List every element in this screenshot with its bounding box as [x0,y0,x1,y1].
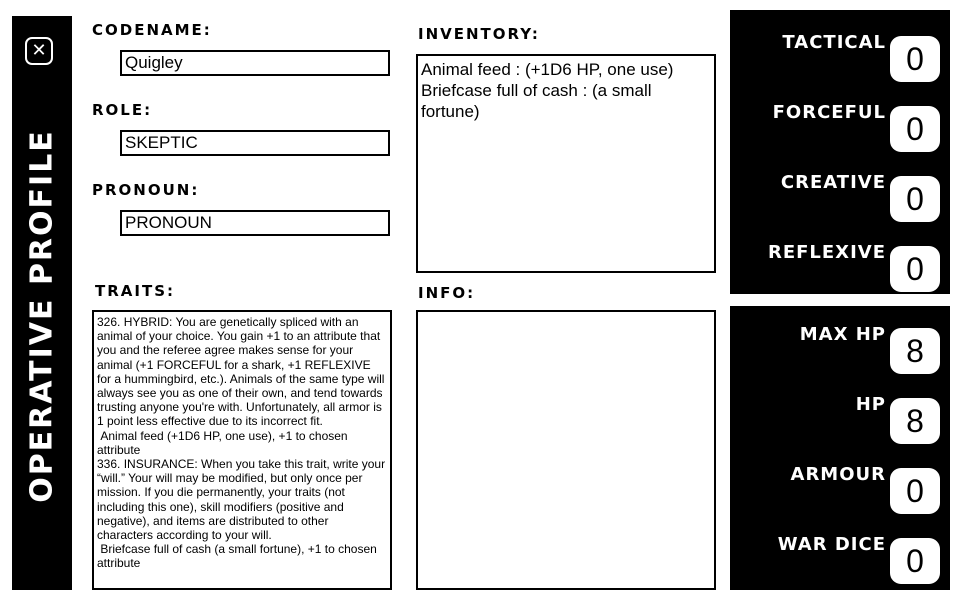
attribute-reflexive [730,242,950,288]
sidebar [12,16,72,590]
attribute-creative [730,172,950,218]
attribute-label: REFLEXIVE [767,242,886,263]
close-button[interactable] [25,37,53,65]
attribute-value[interactable]: 0 [890,246,940,292]
vital-value[interactable]: 0 [890,468,940,514]
traits-label: TRAITS: [95,282,176,300]
vital-label: HP [855,394,886,415]
codename-label: CODENAME: [92,21,212,39]
traits-textarea[interactable]: 326. HYBRID: You are genetically spliced with an animal of your choice. You gain +1 to an attribute that you and the referee agree makes sense for your animal (+1 FORCEFUL for a shark, +1 REFLEXIVE for a hummingbird, etc.). Animals of the same type will always see you as one of their own, and tend towards trusting anyone you're with. Unfortunately, all armor is 1 point less effective due to its incorrect fit. Animal feed (+1D6 HP, one use), +1 to chosen attribute 336. INSURANCE: When you take this trait, write your “will.” Your will may be modified, but only once per mission. If you die permanently, your traits (not including this one), skill modifiers (positive and negative), and items are distributed to other characters according to your will. Briefcase full of cash (a small fortune), +1 to chosen attribute [92,310,392,590]
profile-title: OPERATIVE PROFILE [24,129,60,503]
pronoun-field[interactable]: PRONOUN [120,210,390,236]
vital-value[interactable]: 0 [890,538,940,584]
attribute-tactical [730,32,950,78]
vital-hp [730,394,950,440]
pronoun-label: PRONOUN: [92,181,200,199]
vitals-panel [730,306,950,590]
info-label: INFO: [418,284,476,302]
inventory-label: INVENTORY: [418,25,540,43]
vital-max-hp [730,324,950,370]
vital-armour [730,464,950,510]
attribute-value[interactable]: 0 [890,106,940,152]
attribute-forceful [730,102,950,148]
close-icon: ✕ [31,40,47,61]
attribute-value[interactable]: 0 [890,36,940,82]
attribute-label: TACTICAL [782,32,886,53]
attributes-panel [730,10,950,294]
attribute-value[interactable]: 0 [890,176,940,222]
info-textarea[interactable] [416,310,716,590]
attribute-label: CREATIVE [780,172,886,193]
codename-field[interactable]: Quigley [120,50,390,76]
vital-war-dice [730,534,950,580]
role-field[interactable]: SKEPTIC [120,130,390,156]
vital-value[interactable]: 8 [890,398,940,444]
vital-label: ARMOUR [790,464,886,485]
inventory-textarea[interactable]: Animal feed : (+1D6 HP, one use) Briefcase full of cash : (a small fortune) [416,54,716,273]
vital-value[interactable]: 8 [890,328,940,374]
vital-label: WAR DICE [777,534,886,555]
attribute-label: FORCEFUL [772,102,886,123]
vital-label: MAX HP [799,324,886,345]
role-label: ROLE: [92,101,153,119]
